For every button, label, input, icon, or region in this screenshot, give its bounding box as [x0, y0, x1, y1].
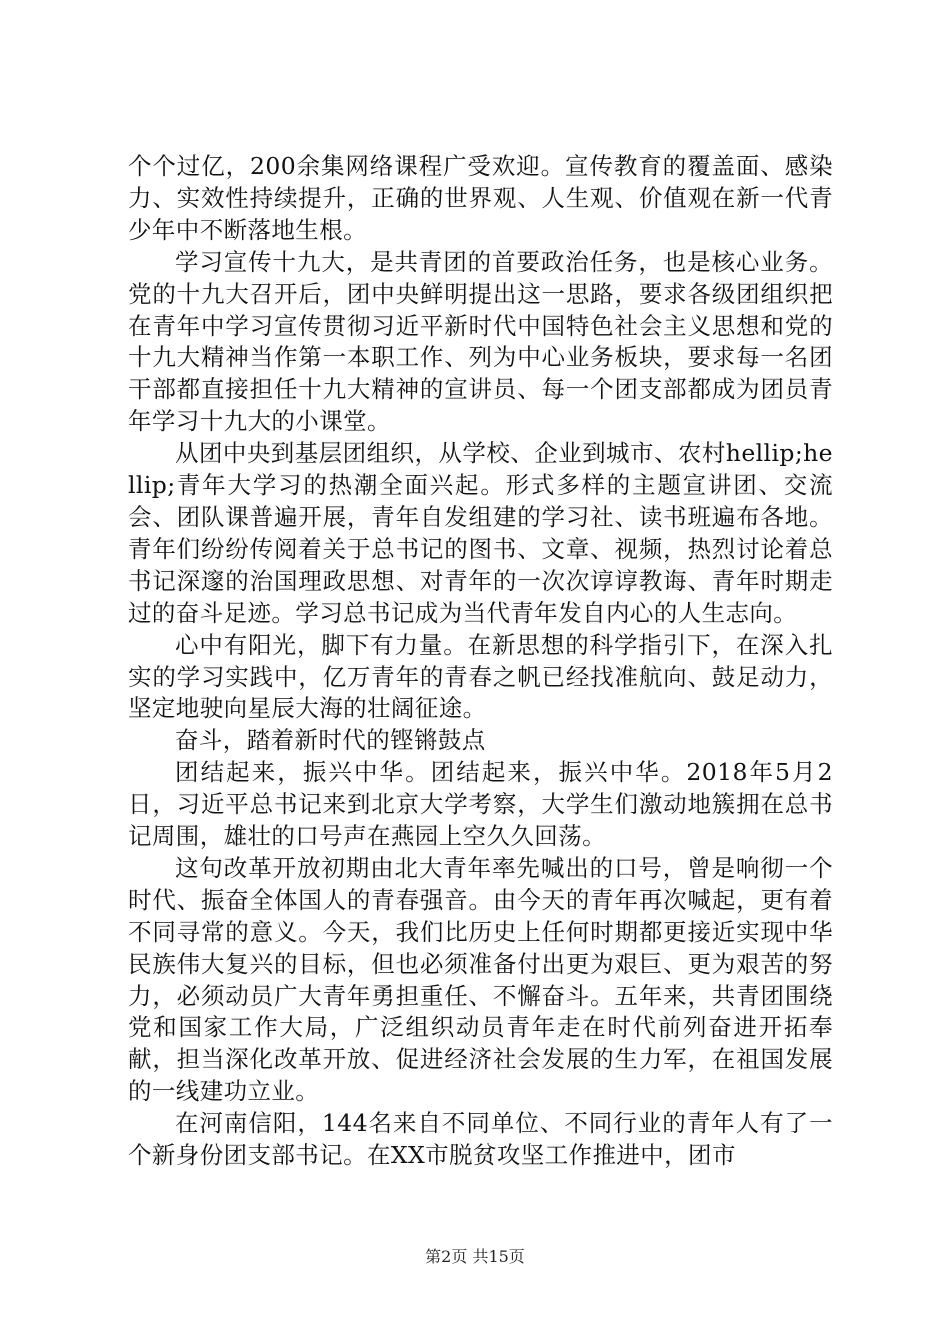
paragraph-1: 个个过亿，200余集网络课程广受欢迎。宣传教育的覆盖面、感染力、实效性持续提升，正确的世界观、人生观、价值观在新一代青少年中不断落地生根。 — [128, 152, 833, 244]
paragraph-3: 从团中央到基层团组织，从学校、企业到城市、农村hellip;hellip;青年大学习的热潮全面兴起。形式多样的主题宣讲团、交流会、团队课普遍开展，青年自发组建的学习社、读书班遍布各地。青年们纷纷传阅着关于总书记的图书、文章、视频，热烈讨论着总书记深邃的治国理政思想、对青年的一次次谆谆教诲、青年时期走过的奋斗足迹。学习总书记成为当代青年发自内心的人生志向。 — [128, 439, 833, 627]
paragraph-2: 学习宣传十九大，是共青团的首要政治任务，也是核心业务。党的十九大召开后，团中央鲜明提出这一思路，要求各级团组织把在青年中学习宣传贯彻习近平新时代中国特色社会主义思想和党的十九大精神当作第一本职工作、列为中心业务板块，要求每一名团干部都直接担任十九大精神的宣讲员、每一个团支部都成为团员青年学习十九大的小课堂。 — [128, 247, 833, 436]
paragraph-4: 心中有阳光，脚下有力量。在新思想的科学指引下，在深入扎实的学习实践中，亿万青年的青春之帆已经找准航向、鼓足动力，坚定地驶向星辰大海的壮阔征途。 — [128, 630, 833, 723]
page-number-footer: 第2页 共15页 — [425, 1247, 525, 1266]
section-heading: 奋斗，踏着新时代的铿锵鼓点 — [175, 726, 486, 755]
document-body — [128, 151, 833, 1172]
paragraph-6: 这句改革开放初期由北大青年率先喊出的口号，曾是响彻一个时代、振奋全体国人的青春强音。由今天的青年再次喊起，更有着不同寻常的意义。今天，我们比历史上任何时期都更接近实现中华民族伟大复兴的目标，但也必须准备付出更为艰巨、更为艰苦的努力，必须动员广大青年勇担重任、不懈奋斗。五年来，共青团围绕党和国家工作大局，广泛组织动员青年走在时代前列奋进开拓奉献，担当深化改革开放、促进经济社会发展的生力军，在祖国发展的一线建功立业。 — [128, 853, 833, 1106]
paragraph-5: 团结起来，振兴中华。团结起来，振兴中华。2018年5月2日，习近平总书记来到北京大学考察，大学生们激动地簇拥在总书记周围，雄壮的口号声在燕园上空久久回荡。 — [128, 758, 833, 851]
paragraph-7: 在河南信阳，144名来自不同单位、不同行业的青年人有了一个新身份团支部书记。在XX市脱贫攻坚工作推进中，团市 — [128, 1109, 833, 1170]
